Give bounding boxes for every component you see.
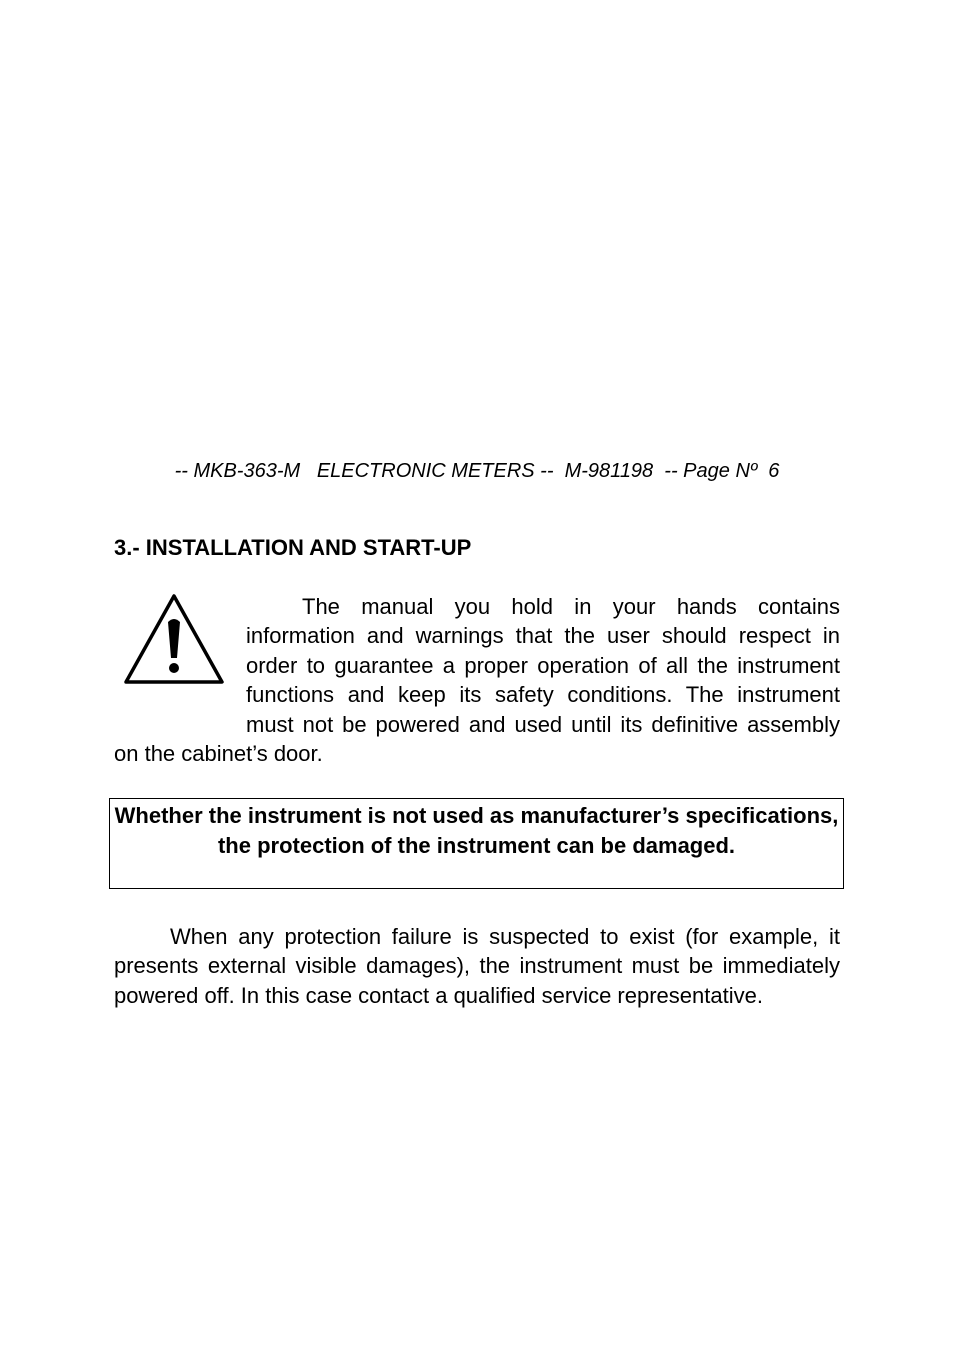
section-heading: 3.- INSTALLATION AND START-UP [114,535,472,560]
warning-triangle-icon [114,592,236,714]
page-header: -- MKB-363-M ELECTRONIC METERS -- M-981198 -- Page Nº 6 [174,460,780,482]
intro-paragraph [114,592,840,768]
closing-paragraph: When any protection failure is suspected to exist (for example, it presents external visible damages), the instrument must be immediately powered off. In this case contact a qualified service representative. [114,924,840,1008]
warning-notice-box [109,798,844,889]
notice-text: Whether the instrument is not used as manufacturer’s specifications, the protection of the instrument can be damaged. [114,803,839,858]
intro-text: The manual you hold in your hands contains information and warnings that the user should respect in order to guarantee a proper operation of all the instrument functions and keep its safety conditions. The instrument must not be powered and used until its definitive assembly on the cabinet’s door. [114,594,840,767]
